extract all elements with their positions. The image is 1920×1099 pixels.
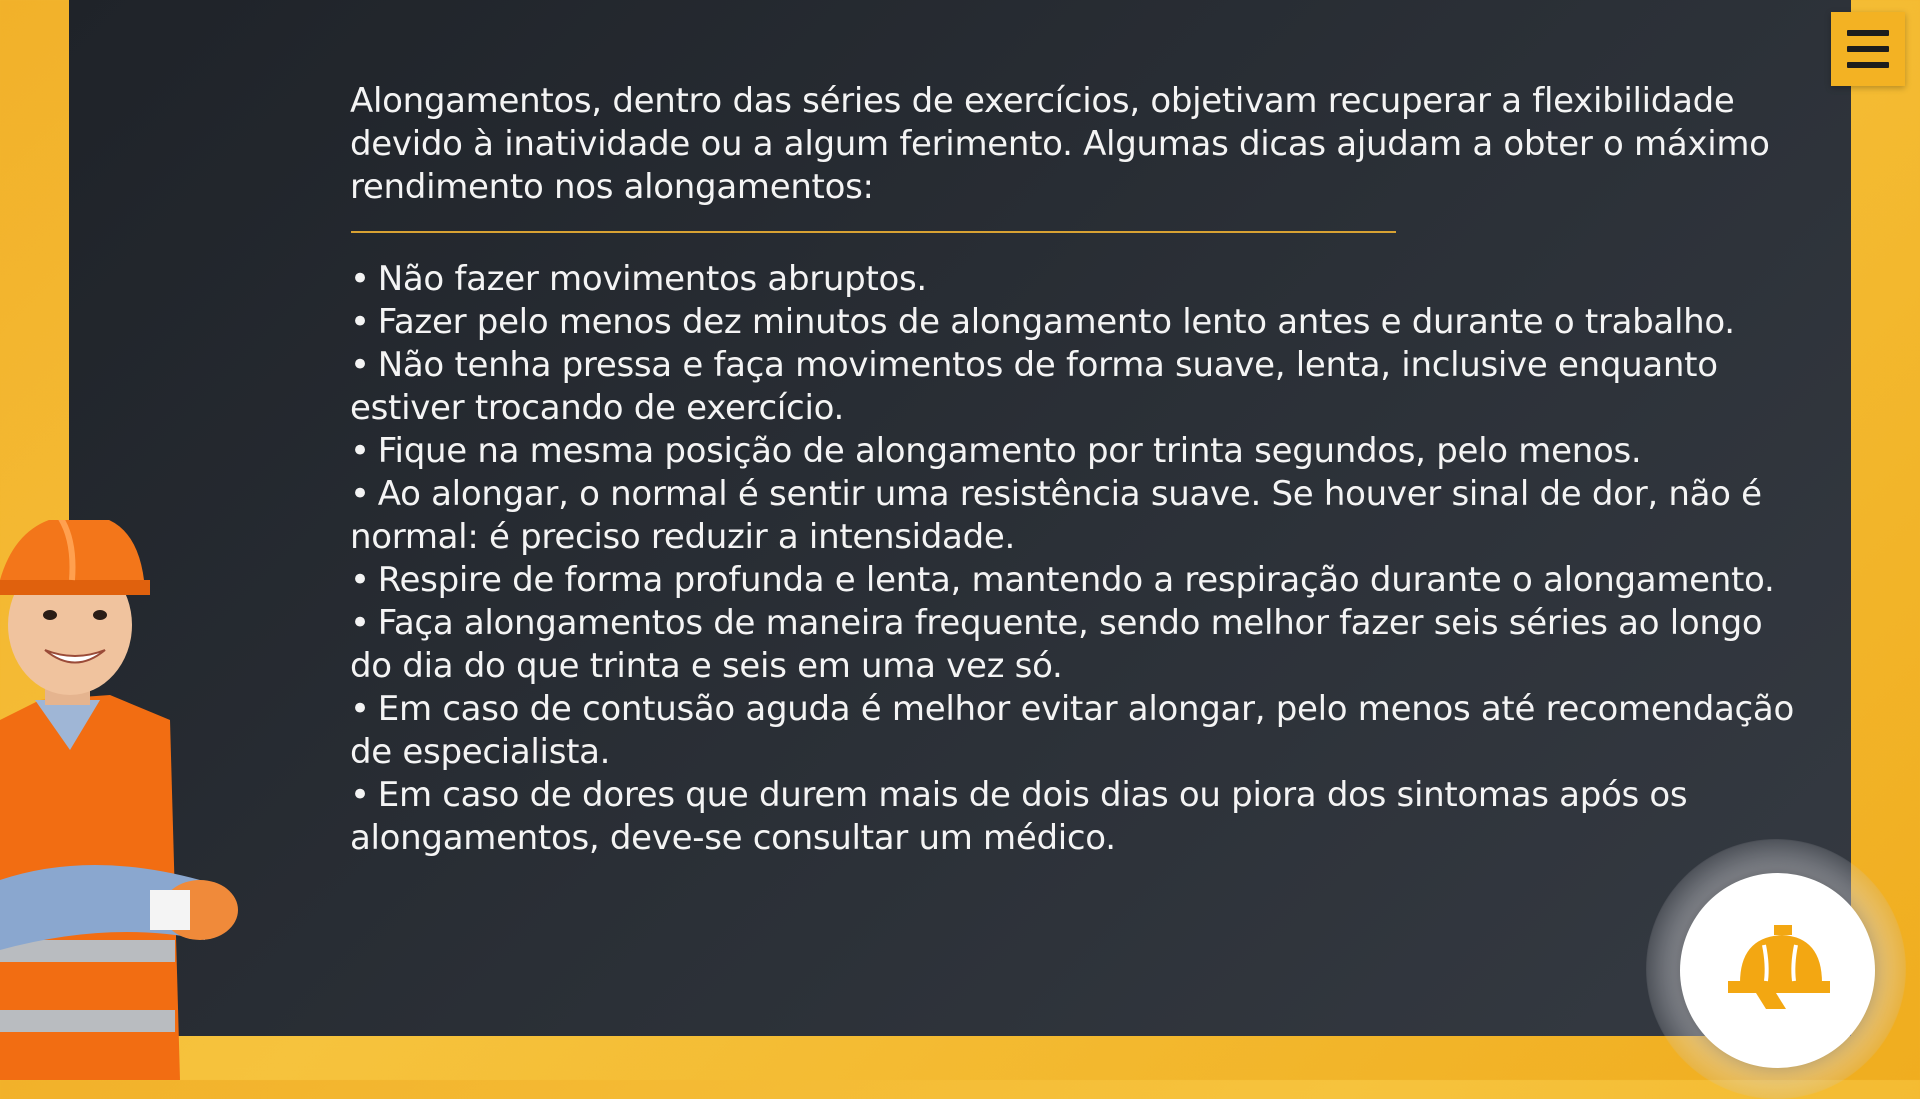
construction-worker-illustration	[0, 520, 250, 1080]
bullet-symbol: •	[350, 259, 370, 299]
list-item	[350, 430, 1810, 473]
list-item-text: Não tenha pressa e faça movimentos de forma suave, lenta, inclusive enquanto estiver trocando de exercício.	[350, 345, 1718, 428]
bullet-symbol: •	[350, 603, 370, 643]
list-item-text: Ao alongar, o normal é sentir uma resistência suave. Se houver sinal de dor, não é normal: é preciso reduzir a intensidade.	[350, 474, 1762, 557]
bullet-symbol: •	[350, 345, 370, 385]
list-item	[350, 688, 1810, 774]
hard-hat-badge	[1680, 873, 1875, 1068]
menu-button[interactable]	[1831, 12, 1905, 86]
list-item-text: Fazer pelo menos dez minutos de alongamento lento antes e durante o trabalho.	[377, 302, 1735, 342]
list-item-text: Faça alongamentos de maneira frequente, sendo melhor fazer seis séries ao longo do dia do que trinta e seis em uma vez só.	[350, 603, 1763, 686]
divider-line	[351, 231, 1396, 233]
content-area	[350, 80, 1810, 860]
content-panel	[69, 0, 1851, 1036]
list-item-text: Em caso de dores que durem mais de dois dias ou piora dos sintomas após os alongamentos, deve-se consultar um médico.	[350, 775, 1688, 858]
list-item-text: Fique na mesma posição de alongamento por trinta segundos, pelo menos.	[377, 431, 1642, 471]
list-item	[350, 344, 1810, 430]
list-item-text: Respire de forma profunda e lenta, mantendo a respiração durante o alongamento.	[377, 560, 1775, 600]
hard-hat-icon	[1726, 925, 1830, 1013]
bullet-symbol: •	[350, 689, 370, 729]
bullet-symbol: •	[350, 302, 370, 342]
bullet-symbol: •	[350, 560, 370, 600]
list-item	[350, 559, 1810, 602]
list-item-text: Em caso de contusão aguda é melhor evitar alongar, pelo menos até recomendação de especialista.	[350, 689, 1794, 772]
bullet-symbol: •	[350, 431, 370, 471]
list-item	[350, 301, 1810, 344]
list-item	[350, 602, 1810, 688]
list-item	[350, 258, 1810, 301]
bullet-symbol: •	[350, 474, 370, 514]
intro-text: Alongamentos, dentro das séries de exercícios, objetivam recuperar a flexibilidade devido à inatividade ou a algum ferimento. Algumas dicas ajudam a obter o máximo rendimento nos alongamentos:	[350, 81, 1770, 207]
tips-list	[350, 258, 1810, 860]
list-item-text: Não fazer movimentos abruptos.	[377, 259, 927, 299]
list-item	[350, 774, 1810, 860]
list-item	[350, 473, 1810, 559]
bullet-symbol: •	[350, 775, 370, 815]
